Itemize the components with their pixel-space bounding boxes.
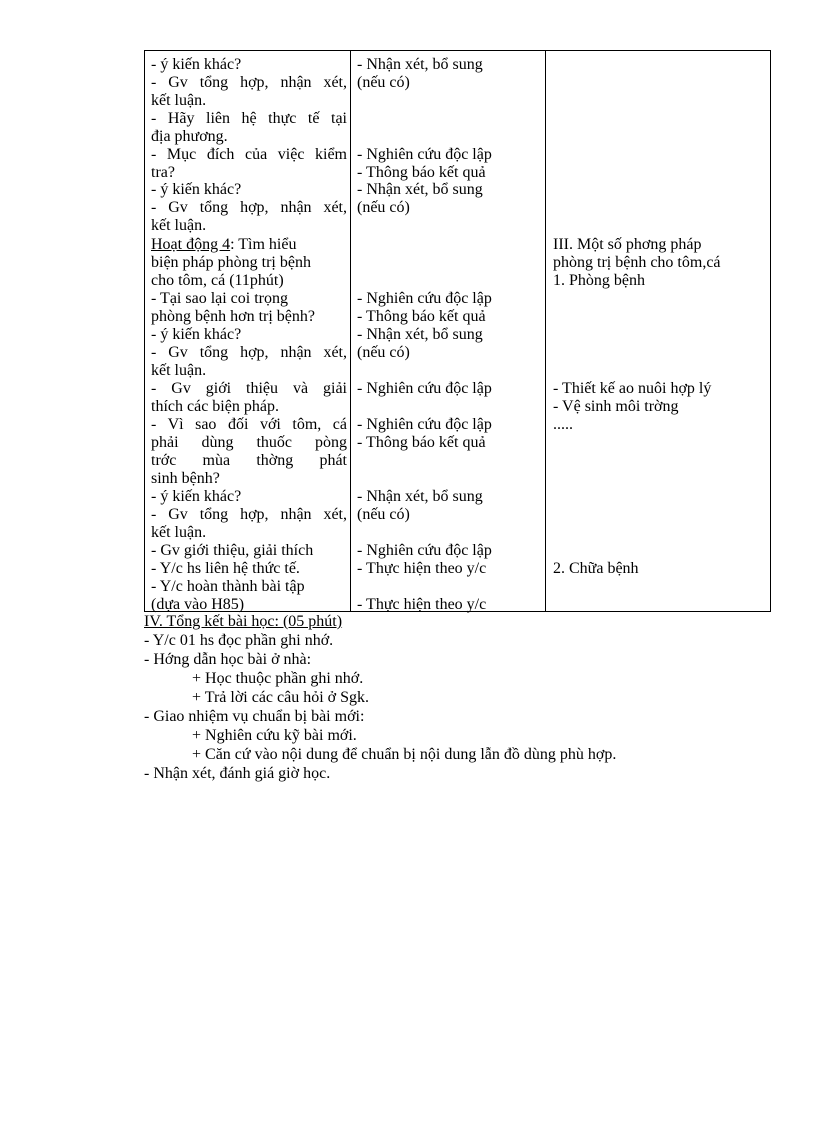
teacher-line: - Gv tổng hợp, nhận xét, <box>151 74 347 91</box>
teacher-line: - ý kiến khác? <box>151 56 242 73</box>
content-line: 1. Phòng bệnh <box>553 272 645 289</box>
student-line: - Nghiên cứu độc lập <box>357 542 492 559</box>
teacher-line: địa phương. <box>151 128 228 145</box>
teacher-line: phòng bệnh hơn trị bệnh? <box>151 308 315 325</box>
student-line: (nếu có) <box>357 506 410 523</box>
teacher-line: - Y/c hs liên hệ thức tế. <box>151 560 300 577</box>
student-line: - Nhận xét, bổ sung <box>357 326 483 343</box>
content-line: III. Một số phơng pháp <box>553 236 702 253</box>
teacher-line: - Hãy liên hệ thực tế tại <box>151 110 347 127</box>
teacher-line: - ý kiến khác? <box>151 181 242 198</box>
teacher-line: kết luận. <box>151 217 207 234</box>
summary-line: - Hớng dẫn học bài ở nhà: <box>144 651 312 668</box>
student-line: - Thông báo kết quả <box>357 308 486 325</box>
summary-subline: + Học thuộc phần ghi nhớ. <box>192 670 364 687</box>
lesson-summary <box>144 612 616 783</box>
teacher-line: - ý kiến khác? <box>151 326 242 343</box>
summary-line: - Giao nhiệm vụ chuẩn bị bài mới: <box>144 708 365 725</box>
teacher-line: - Gv tổng hợp, nhận xét, <box>151 506 347 523</box>
teacher-line: - Gv giới thiệu, giải thích <box>151 542 314 559</box>
student-line: - Nghiên cứu độc lập <box>357 416 492 433</box>
teacher-line: phải dùng thuốc pòng <box>151 434 347 451</box>
student-line: - Nhận xét, bổ sung <box>357 181 483 198</box>
student-line: (nếu có) <box>357 199 410 216</box>
content-line: ..... <box>553 416 573 433</box>
teacher-line: (dựa vào H85) <box>151 596 245 613</box>
teacher-line: - Gv tổng hợp, nhận xét, <box>151 344 347 361</box>
teacher-line: - Tại sao lại coi trọng <box>151 290 288 307</box>
student-line: - Thực hiện theo y/c <box>357 596 487 613</box>
activity-heading-text: : Tìm hiểu <box>230 236 297 253</box>
student-line: - Nghiên cứu độc lập <box>357 380 492 397</box>
teacher-line: - Gv giới thiệu và giải <box>151 380 347 397</box>
summary-subline: + Nghiên cứu kỹ bài mới. <box>192 727 357 744</box>
teacher-line: biện pháp phòng trị bệnh <box>151 254 311 271</box>
student-line: - Thông báo kết quả <box>357 434 486 451</box>
content-line: phòng trị bệnh cho tôm,cá <box>553 254 721 271</box>
column-divider-2 <box>545 51 546 611</box>
teacher-line: thích các biện pháp. <box>151 398 279 415</box>
teacher-line: sinh bệnh? <box>151 470 220 487</box>
activity-heading <box>151 236 296 254</box>
content-line: - Thiết kế ao nuôi hợp lý <box>553 380 712 397</box>
summary-subline: + Căn cứ vào nội dung để chuẩn bị nội dung lẫn đồ dùng phù hợp. <box>192 746 617 763</box>
teacher-line: - Gv tổng hợp, nhận xét, <box>151 199 347 216</box>
student-line: - Nghiên cứu độc lập <box>357 290 492 307</box>
content-line: - Vệ sinh môi trờng <box>553 398 679 415</box>
teacher-line: kết luận. <box>151 524 207 541</box>
column-divider-1 <box>350 51 351 611</box>
student-line: (nếu có) <box>357 74 410 91</box>
teacher-line: tra? <box>151 164 175 181</box>
student-line: - Nhận xét, bổ sung <box>357 56 483 73</box>
student-line: - Thực hiện theo y/c <box>357 560 487 577</box>
teacher-line: kết luận. <box>151 92 207 109</box>
summary-heading: IV. Tổng kết bài học: (05 phút) <box>144 613 343 630</box>
activity-heading-label: Hoạt động 4 <box>151 236 231 253</box>
teacher-line: - Vì sao đối với tôm, cá <box>151 416 347 433</box>
student-line: - Nhận xét, bổ sung <box>357 488 483 505</box>
summary-line: - Y/c 01 hs đọc phần ghi nhớ. <box>144 632 334 649</box>
teacher-line: kết luận. <box>151 362 207 379</box>
summary-subline: + Trả lời các câu hỏi ở Sgk. <box>192 689 370 706</box>
student-line: - Thông báo kết quả <box>357 164 486 181</box>
lesson-table <box>144 50 771 612</box>
teacher-line: - Y/c hoàn thành bài tập <box>151 578 305 595</box>
teacher-line: trớc mùa thờng phát <box>151 452 347 469</box>
content-line: 2. Chữa bệnh <box>553 560 639 577</box>
student-line: - Nghiên cứu độc lập <box>357 146 492 163</box>
teacher-line: cho tôm, cá (11phút) <box>151 272 284 289</box>
student-line: (nếu có) <box>357 344 410 361</box>
summary-line: - Nhận xét, đánh giá giờ học. <box>144 765 331 782</box>
teacher-line: - Mục đích của việc kiểm <box>151 146 347 163</box>
teacher-line: - ý kiến khác? <box>151 488 242 505</box>
